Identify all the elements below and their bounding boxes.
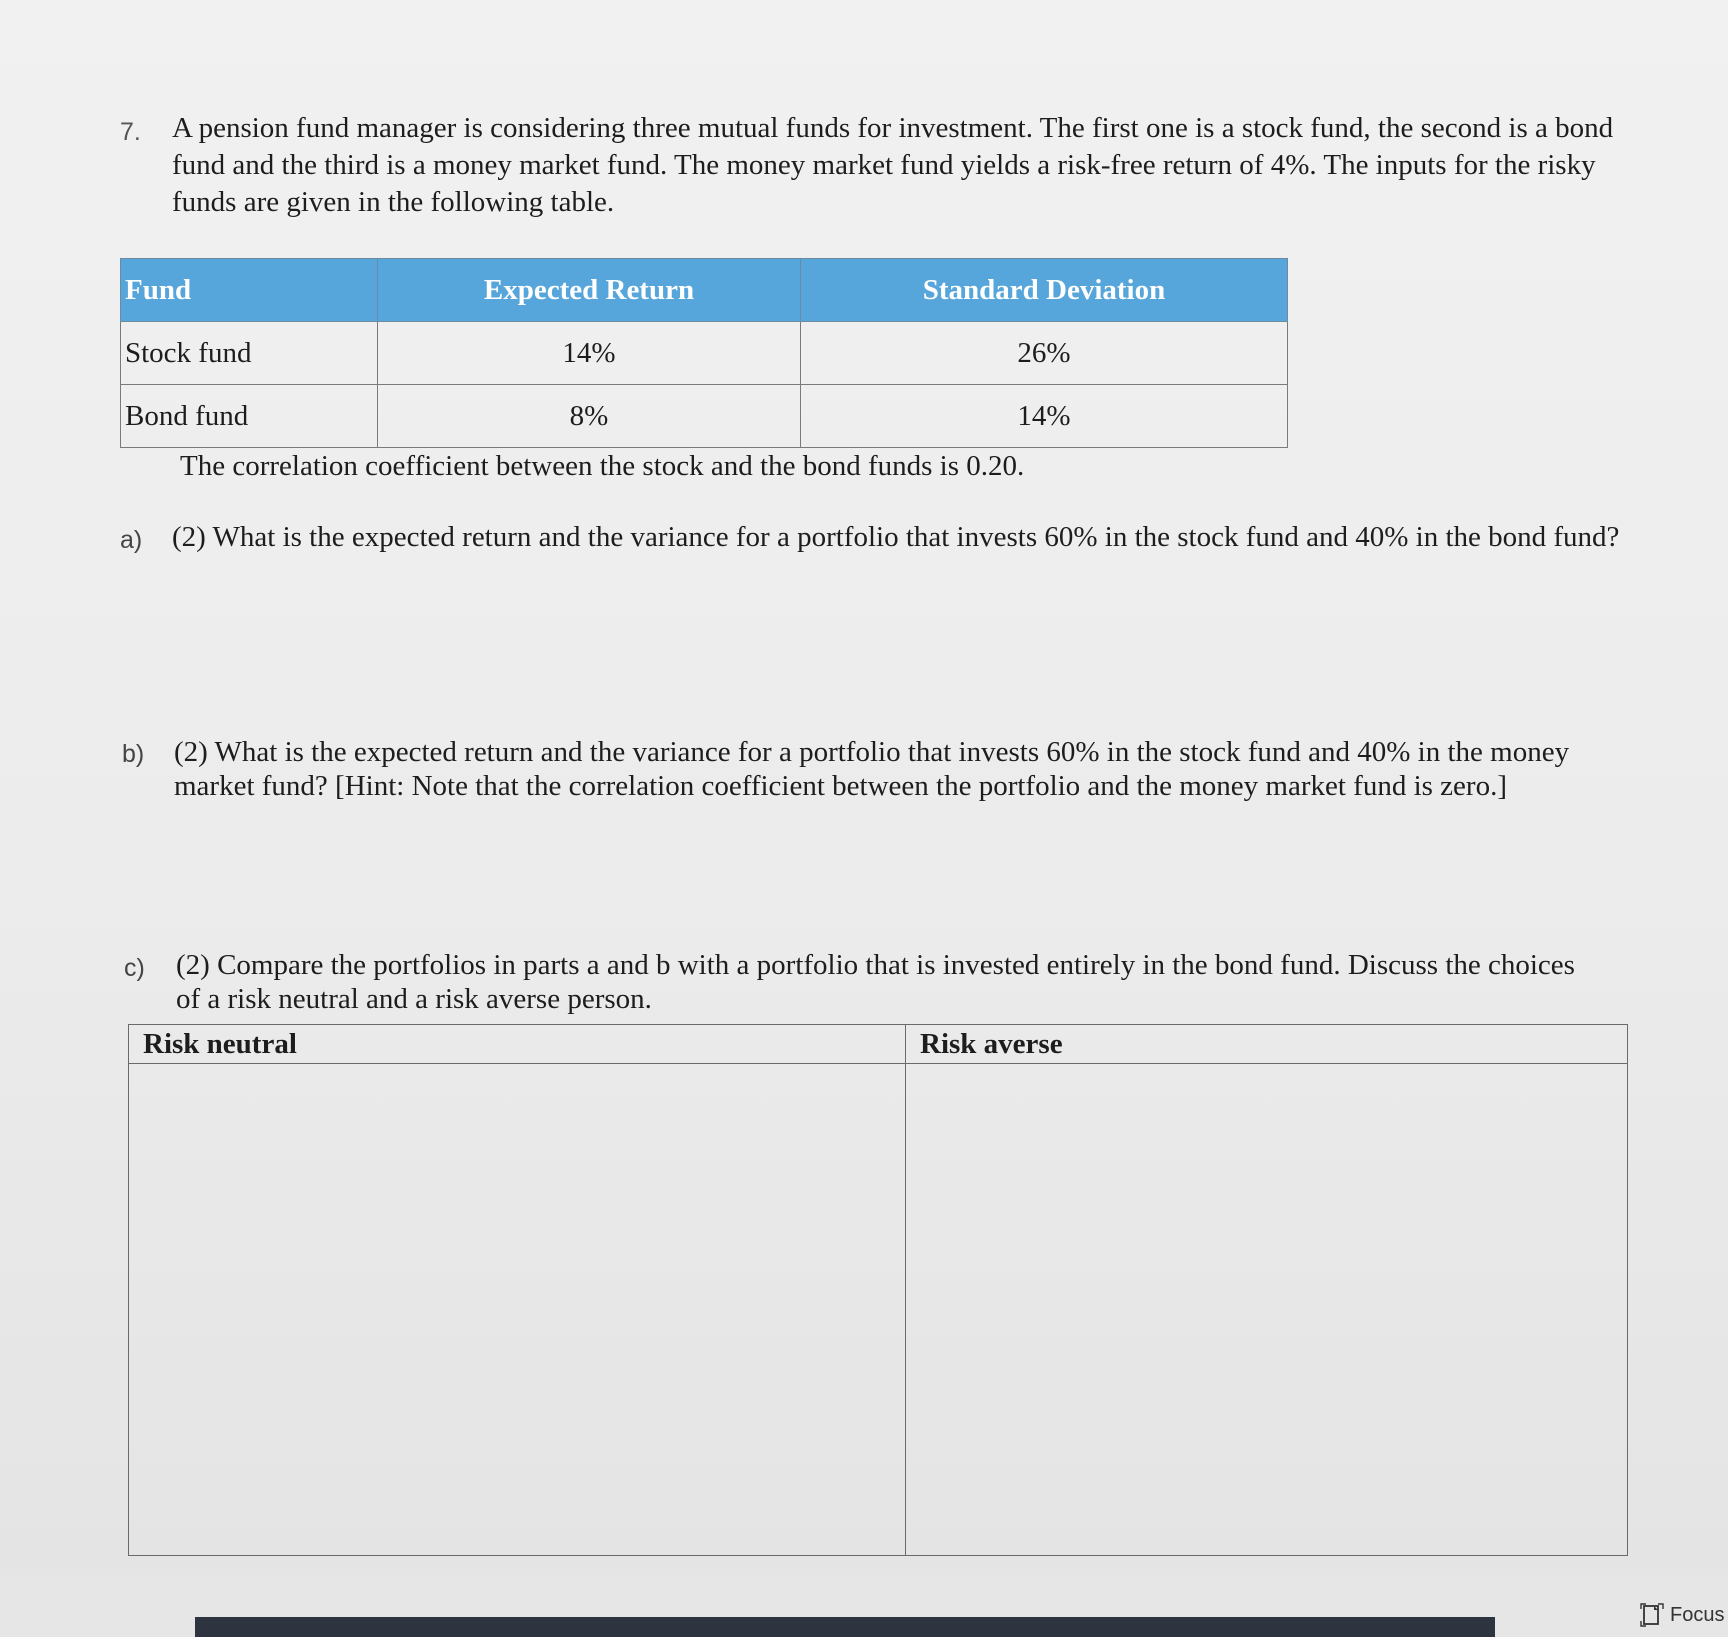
header-expected-return: Expected Return (378, 259, 801, 322)
header-risk-averse: Risk averse (906, 1025, 1628, 1064)
focus-button[interactable] (1640, 1600, 1724, 1630)
focus-icon (1640, 1603, 1664, 1627)
cell-standard-deviation: 26% (801, 322, 1288, 385)
table-row (121, 385, 1288, 448)
answer-table-body-row (129, 1064, 1628, 1556)
correlation-note: The correlation coefficient between the stock and the bond funds is 0.20. (180, 450, 1025, 482)
part-c-label: c) (124, 954, 145, 982)
question-number: 7. (120, 118, 141, 146)
header-fund: Fund (121, 259, 378, 322)
cell-expected-return: 14% (378, 322, 801, 385)
part-a-label: a) (120, 526, 143, 554)
fund-table (120, 258, 1288, 448)
taskbar-strip (195, 1617, 1495, 1637)
part-c-text: (2) Compare the portfolios in parts a and b with a portfolio that is invested entirely in the bond fund. Discuss the choices of a risk neutral and a risk averse person. (176, 949, 1575, 1015)
part-a-text: (2) What is the expected return and the variance for a portfolio that invests 60% in the stock fund and 40% in the bond fund? (172, 521, 1620, 553)
question-text: A pension fund manager is considering three mutual funds for investment. The first one is a stock fund, the second is a bond fund and the third is a money market fund. The money market fund yields a risk-free return of 4%. The inputs for the risky funds are given in the following table. (172, 112, 1614, 218)
focus-label: Focus (1670, 1603, 1725, 1626)
part-b-text: (2) What is the expected return and the variance for a portfolio that invests 60% in the stock fund and 40% in the money market fund? [Hint: Note that the correlation coefficient between the portfolio and the money market fund is zero.] (174, 736, 1570, 802)
part-b-label: b) (122, 740, 145, 768)
header-standard-deviation: Standard Deviation (801, 259, 1288, 322)
cell-fund: Bond fund (121, 385, 378, 448)
table-row (121, 322, 1288, 385)
fund-table-header-row (121, 259, 1288, 322)
answer-table (128, 1024, 1628, 1556)
risk-neutral-answer-cell[interactable] (129, 1064, 906, 1556)
cell-standard-deviation: 14% (801, 385, 1288, 448)
cell-expected-return: 8% (378, 385, 801, 448)
header-risk-neutral: Risk neutral (129, 1025, 906, 1064)
answer-table-header-row (129, 1025, 1628, 1064)
risk-averse-answer-cell[interactable] (906, 1064, 1628, 1556)
cell-fund: Stock fund (121, 322, 378, 385)
